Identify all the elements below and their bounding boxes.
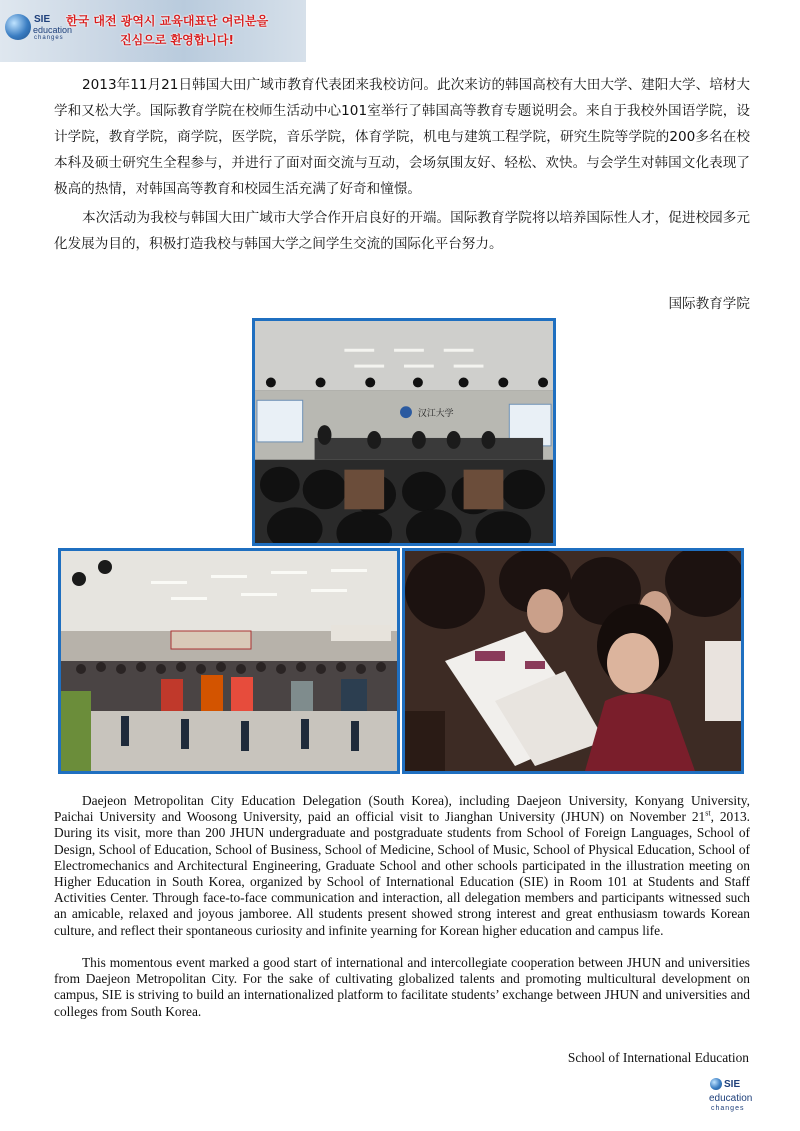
korean-welcome-line1: 한국 대전 광역시 교육대표단 여러분을	[66, 14, 269, 28]
chinese-signature: 国际教育学院	[668, 296, 750, 312]
footer-logo-education: education	[709, 1093, 753, 1104]
english-paragraph-1-part1: Daejeon Metropolitan City Education Delegation (South Korea), including Daejeon University, Konyang University, Paichai University and Woosong University, paid an official visit to Jianghan University (JHUN) on November 21	[54, 793, 750, 825]
chinese-paragraph-1: 2013年11月21日韩国大田广域市教育代表团来我校访问。此次来访的韩国高校有大田大学、建阳大学、培材大学和又松大学。国际教育学院在校师生活动中心101室举行了韩国高等教育专题说明会。来自于我校外国语学院，设计学院，教育学院，商学院，医学院，音乐学院，体育学院，机电与建筑工程学院，研究生院等学院的200多名在校本科及硕士研究生全程参与，并进行了面对面交流与互动，会场氛围友好、轻松、欢快。与会学生对韩国文化表现了极高的热情，对韩国高等教育和校园生活充满了好奇和憧憬。	[54, 77, 750, 197]
footer-logo-changes: changes	[711, 1105, 745, 1112]
english-paragraph-2: This momentous event marked a good start of international and intercollegiate cooperation between JHUN and universities from Daejeon Metropolitan City. For the sake of cultivating globalized talents and promoting multicultural development on campus, SIE is striving to build an internationalized platform to facilitate students’ exchange between JHUN and universities and colleges from South Korea.	[54, 955, 750, 1019]
stage-backdrop-text: 汉江大学	[417, 409, 454, 420]
english-superscript: st	[705, 808, 711, 818]
photo-audience-wide	[58, 548, 400, 774]
chinese-paragraph-2: 本次活动为我校与韩国大田广域市大学合作开启良好的开端。国际教育学院将以培养国际性人才，促进校园多元化发展为目的，积极打造我校与韩国大学之间学生交流的国际化平台努力。	[54, 210, 750, 252]
logo-sie: SIE	[34, 14, 51, 25]
footer-logo-sie: SIE	[724, 1079, 741, 1090]
header-banner	[0, 0, 306, 62]
korean-welcome-line2: 진심으로 환영합니다!	[120, 33, 234, 47]
english-signature: School of International Education	[567, 1050, 749, 1065]
english-paragraph-1	[54, 793, 750, 939]
footer-logo	[706, 1076, 756, 1120]
footer-globe-icon	[710, 1078, 722, 1090]
english-paragraph-1-part2: , 2013. During its visit, more than 200 JHUN undergraduate and postgraduate students from School of Foreign Languages, School of Design, School of Education, School of Business, School of Medicine, School of Music, School of Physical Education, School of Electromechanics and Architectural Engineering, Graduate School and other schools participated in the illustration meeting on Higher Education in South Korea, organized by School of International Education (SIE) in Room 101 at Students and Staff Activities Center. Through face-to-face communication and interaction, all delegation members and participants witnessed such an amicable, relaxed and joyous jamboree. All students present showed strong interest and great enthusiasm towards Korean culture, and reflect their spontaneous curiosity and infinite yearning for Korean higher education and campus life.	[54, 809, 750, 938]
logo-education: education	[33, 25, 73, 35]
photo-student-brochure	[402, 548, 744, 774]
logo-changes: changes	[34, 35, 64, 41]
globe-icon	[5, 14, 31, 40]
photo-conference-stage	[252, 318, 556, 546]
